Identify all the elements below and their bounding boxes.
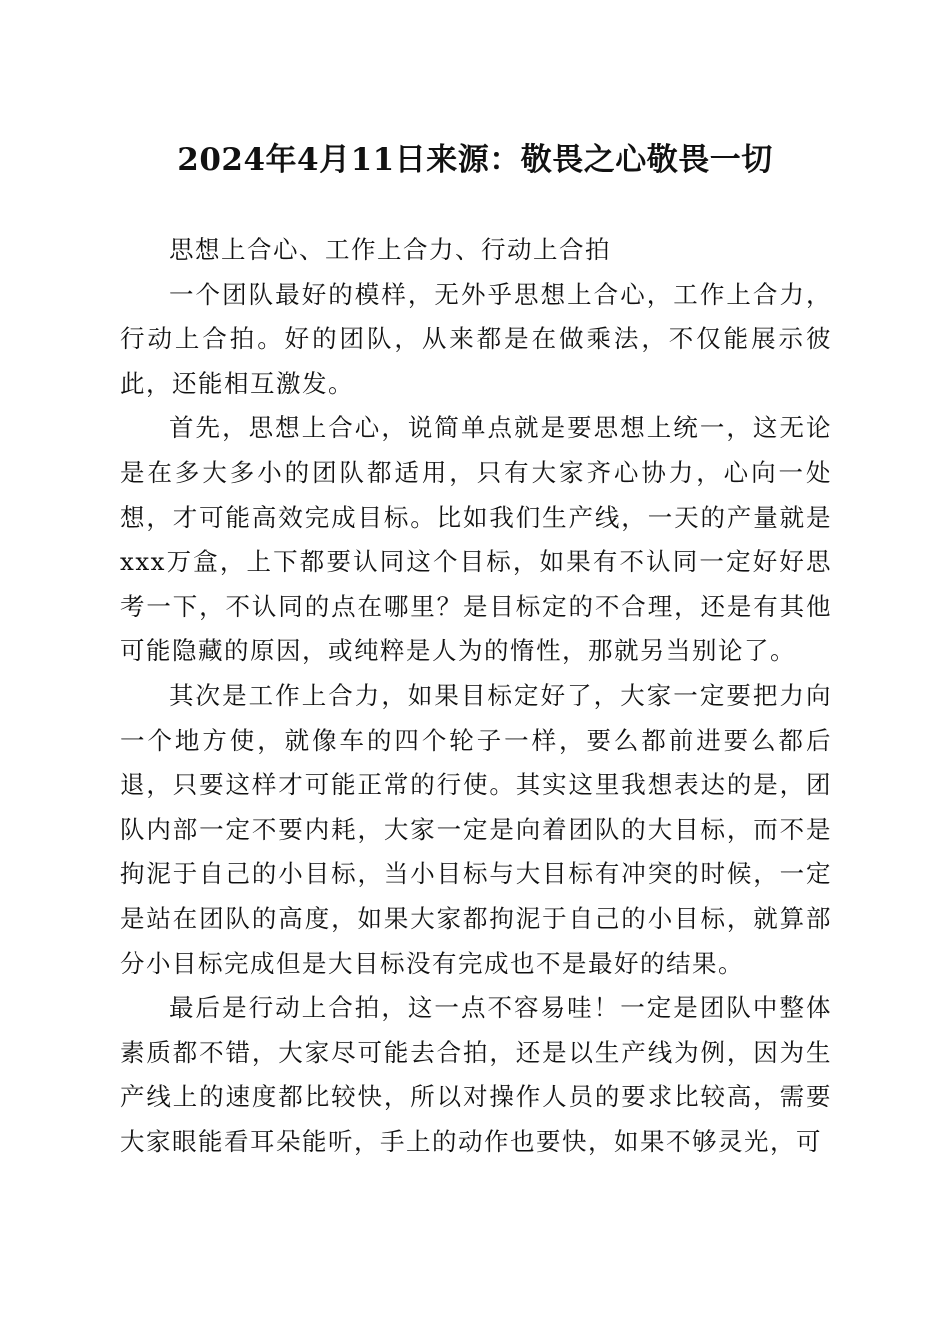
document-title: 2024年4月11日来源：敬畏之心敬畏一切 [177,142,773,178]
paragraph-intro: 一个团队最好的模样，无外乎思想上合心，工作上合力，行动上合拍。好的团队，从来都是在做乘法，不仅能展示彼此，还能相互激发。 [120,279,832,398]
paragraph-subtitle: 思想上合心、工作上合力、行动上合拍 [169,235,611,264]
paragraph-second-point: 其次是工作上合力，如果目标定好了，大家一定要把力向一个地方使，就像车的四个轮子一样，要么都前进要么都后退，只要这样才可能正常的行使。其实这里我想表达的是，团队内部一定不要内耗，大家一定是向着团队的大目标，而不是拘泥于自己的小目标，当小目标与大目标有冲突的时候，一定是站在团队的高度，如果大家都拘泥于自己的小目标，就算部分小目标完成但是大目标没有完成也不是最好的结果。 [120,680,832,978]
document-body [120,228,832,1164]
paragraph-first-point: 首先，思想上合心，说简单点就是要思想上统一，这无论是在多大多小的团队都适用，只有大家齐心协力，心向一处想，才可能高效完成目标。比如我们生产线，一天的产量就是xxx万盒，上下都要认同这个目标，如果有不认同一定好好思考一下，不认同的点在哪里？是目标定的不合理，还是有其他可能隐藏的原因，或纯粹是人为的惰性，那就另当别论了。 [120,413,832,666]
paragraph-third-point: 最后是行动上合拍，这一点不容易哇！一定是团队中整体素质都不错，大家尽可能去合拍，还是以生产线为例，因为生产线上的速度都比较快，所以对操作人员的要求比较高，需要大家眼能看耳朵能听，手上的动作也要快，如果不够灵光，可 [120,993,832,1156]
